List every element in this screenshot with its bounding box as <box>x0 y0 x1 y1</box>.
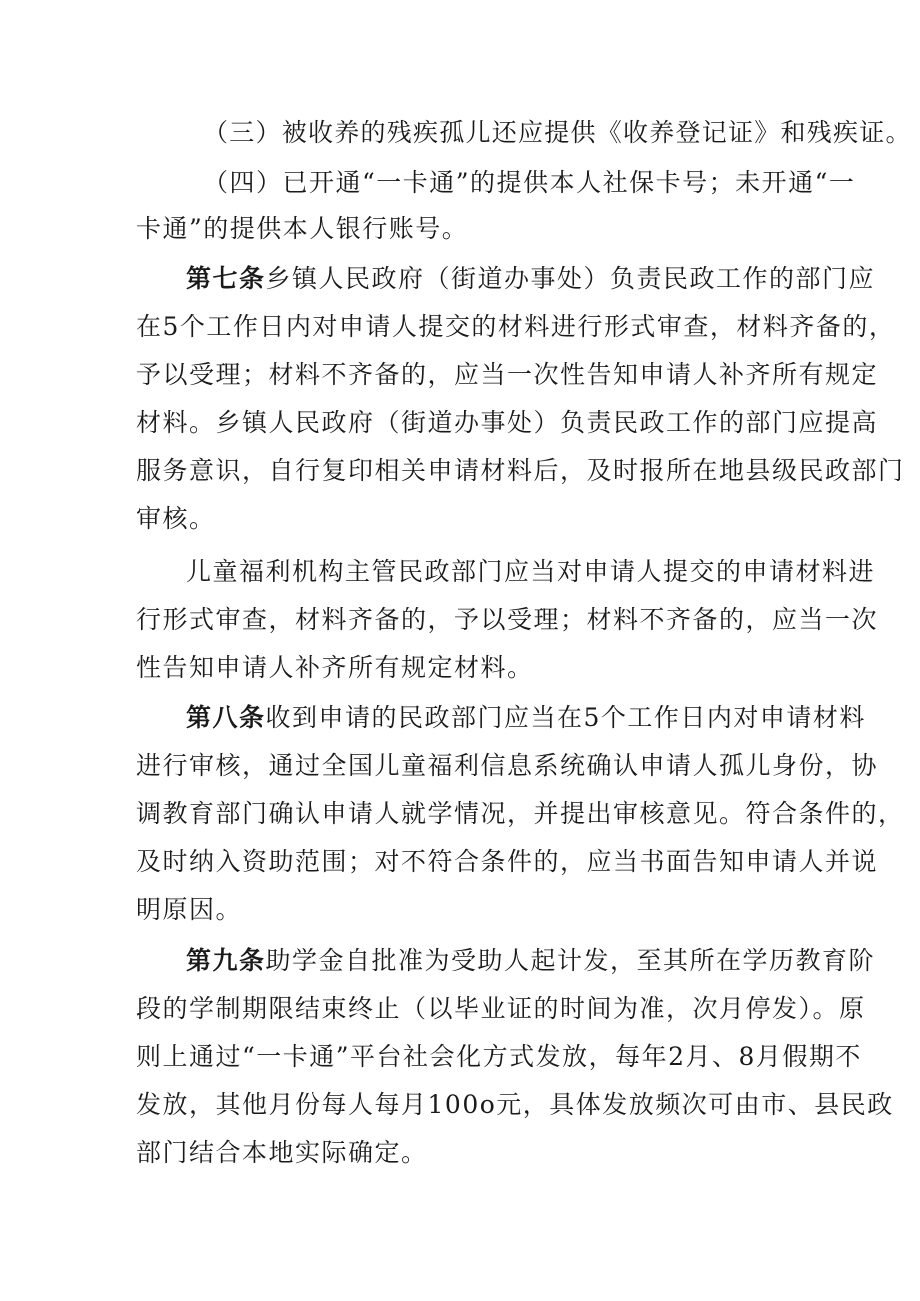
paragraph-item-3-line-1: （三）被收养的残疾孤儿还应提供《收养登记证》和残疾证。 <box>203 118 912 147</box>
paragraph-item-4-line-2: 卡通”的提供本人银行账号。 <box>136 214 469 243</box>
article-7-line-4: 材料。乡镇人民政府（街道办事处）负责民政工作的部门应提高 <box>136 408 879 437</box>
article-8-line-4: 及时纳入资助范围；对不符合条件的，应当书面告知申请人并说 <box>136 847 879 876</box>
article-9-line-5: 部门结合本地实际确定。 <box>136 1138 428 1167</box>
article-7-line-5: 服务意识，自行复印相关申请材料后，及时报所在地县级民政部门 <box>136 456 905 485</box>
article-7-text: 乡镇人民政府（街道办事处）负责民政工作的部门应 <box>265 264 876 293</box>
article-7-line-6: 审核。 <box>136 504 216 533</box>
paragraph-child-welfare-line-1: 儿童福利机构主管民政部门应当对申请人提交的申请材料进 <box>186 557 876 586</box>
paragraph-child-welfare-line-3: 性告知申请人补齐所有规定材料。 <box>136 653 534 682</box>
paragraph-item-4-line-1: （四）已开通“一卡通”的提供本人社保卡号；未开通“一 <box>203 168 856 197</box>
article-7-line-1 <box>186 264 875 294</box>
article-8-line-1 <box>186 703 866 733</box>
article-9-text: 助学金自批准为受助人起计发，至其所在学历教育阶 <box>265 946 876 975</box>
article-9-line-1 <box>186 946 875 976</box>
article-8-line-3: 调教育部门确认申请人就学情况，并提出审核意见。符合条件的， <box>136 799 905 828</box>
article-9-line-4: 发放，其他月份每人每月100o元，具体发放频次可由市、县民政 <box>136 1090 894 1119</box>
article-8-label: 第八条 <box>186 703 266 732</box>
article-7-line-3: 予以受理；材料不齐备的，应当一次性告知申请人补齐所有规定 <box>136 360 879 389</box>
article-9-line-2: 段的学制期限结束终止（以毕业证的时间为准，次月停发）。原 <box>136 994 866 1023</box>
article-8-line-5: 明原因。 <box>136 895 243 924</box>
article-7-label: 第七条 <box>186 264 266 293</box>
article-9-line-3: 则上通过“一卡通”平台社会化方式发放，每年2月、8月假期不 <box>136 1042 862 1071</box>
article-7-line-2: 在5个工作日内对申请人提交的材料进行形式审查，材料齐备的， <box>136 312 896 341</box>
article-8-text: 收到申请的民政部门应当在5个工作日内对申请材料 <box>265 703 866 732</box>
article-9-label: 第九条 <box>186 946 266 975</box>
paragraph-child-welfare-line-2: 行形式审查，材料齐备的，予以受理；材料不齐备的，应当一次 <box>136 605 879 634</box>
article-8-line-2: 进行审核，通过全国儿童福利信息系统确认申请人孤儿身份，协 <box>136 751 879 780</box>
